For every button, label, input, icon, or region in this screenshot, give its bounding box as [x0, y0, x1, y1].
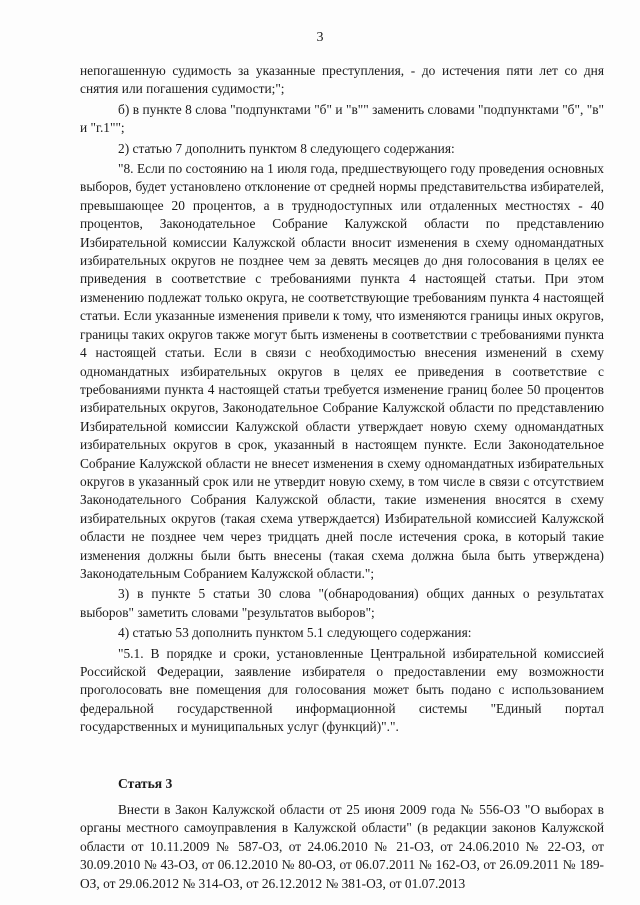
paragraph-item-b: б) в пункте 8 слова "подпунктами "б" и "в"" заменить словами "подпунктами "б", "в" и "г.1""; [80, 101, 604, 136]
article-heading: Статья 3 [118, 775, 173, 791]
paragraph-continuation: непогашенную судимость за указанные преступления, - до истечения пяти лет со дня снятия или погашения судимости;"; [80, 63, 604, 97]
paragraph-quoted-point-5-1: "5.1. В порядке и сроки, установленные Центральной избирательной комиссией Российской Федерации, заявление избирателя о предоставлении ему возможности проголосовать вне помещения для голосования может быть подано с использованием федеральной государственной информационной системы "Единый портал государственных и муниципальных услуг (функций)".". [80, 645, 604, 735]
paragraph-item-2: 2) статью 7 дополнить пунктом 8 следующего содержания: [118, 140, 455, 156]
paragraph-item-4: 4) статью 53 дополнить пунктом 5.1 следующего содержания: [118, 625, 472, 641]
document-body [80, 62, 604, 893]
page-number: 3 [316, 30, 324, 45]
paragraph-quoted-point-8: "8. Если по состоянию на 1 июля года, предшествующего году проведения основных выборов, будет установлено отклонение от средней нормы представительства избирателей, превышающее 20 процентов, а в труднодоступных или отдаленных местностях - 40 процентов, Законодательное Собрание Калужской области по представлению Избирательной комиссии Калужской области вносит изменения в схему одномандатных избирательных округов не позднее чем за девять месяцев до дня голосования в целях ее приведения в соответствие с требованиями пункта 4 настоящей статьи. При этом изменению подлежат только округа, не соответствующие требованиям пункта 4 настоящей статьи. Если указанные изменения привели к тому, что изменяются границы иных округов, границы таких округов также могут быть изменены в соответствии с требованиями пункта 4 настоящей статьи. Если в связи с необходимостью внесения изменений в схему одномандатных избирательных округов в целях ее приведения в соответствие с требованиями пункта 4 настоящей статьи требуется изменение границ более 50 процентов избирательных округов, Законодательное Собрание Калужской области по представлению Избирательной комиссии Калужской области утверждает новую схему одномандатных избирательных округов в срок, указанный в настоящем пункте. Если Законодательное Собрание Калужской области не внесет изменения в схему одномандатных избирательных округов в указанный срок или не утвердит новую схему, в том числе в связи с отсутствием Законодательного Собрания Калужской области, такие изменения вносятся в схему избирательных округов (такая схема утверждается) Избирательной комиссией Калужской области не позднее чем через тридцать дней после истечения срока, в который такие изменения должны были быть внесены (такая схема должна была быть утверждена) Законодательным Собранием Калужской области."; [80, 161, 604, 581]
paragraph-item-3: 3) в пункте 5 статьи 30 слова "(обнародования) общих данных о результатах выборов" заметить словами "результатов выборов"; [80, 586, 604, 620]
article-text: Внести в Закон Калужской области от 25 июня 2009 года № 556-ОЗ "О выборах в органы местного самоуправления в Калужской области" (в редакции законов Калужской области от 10.11.2009 № 587-ОЗ, от 24.06.2010 № 21-ОЗ, от 24.06.2010 № 22-ОЗ, от 30.09.2010 № 43-ОЗ, от 06.12.2010 № 80-ОЗ, от 06.07.2011 № 162-ОЗ, от 26.09.2011 № 189-ОЗ, от 29.06.2012 № 314-ОЗ, от 26.12.2012 № 381-ОЗ, от 01.07.2013 [80, 802, 604, 891]
